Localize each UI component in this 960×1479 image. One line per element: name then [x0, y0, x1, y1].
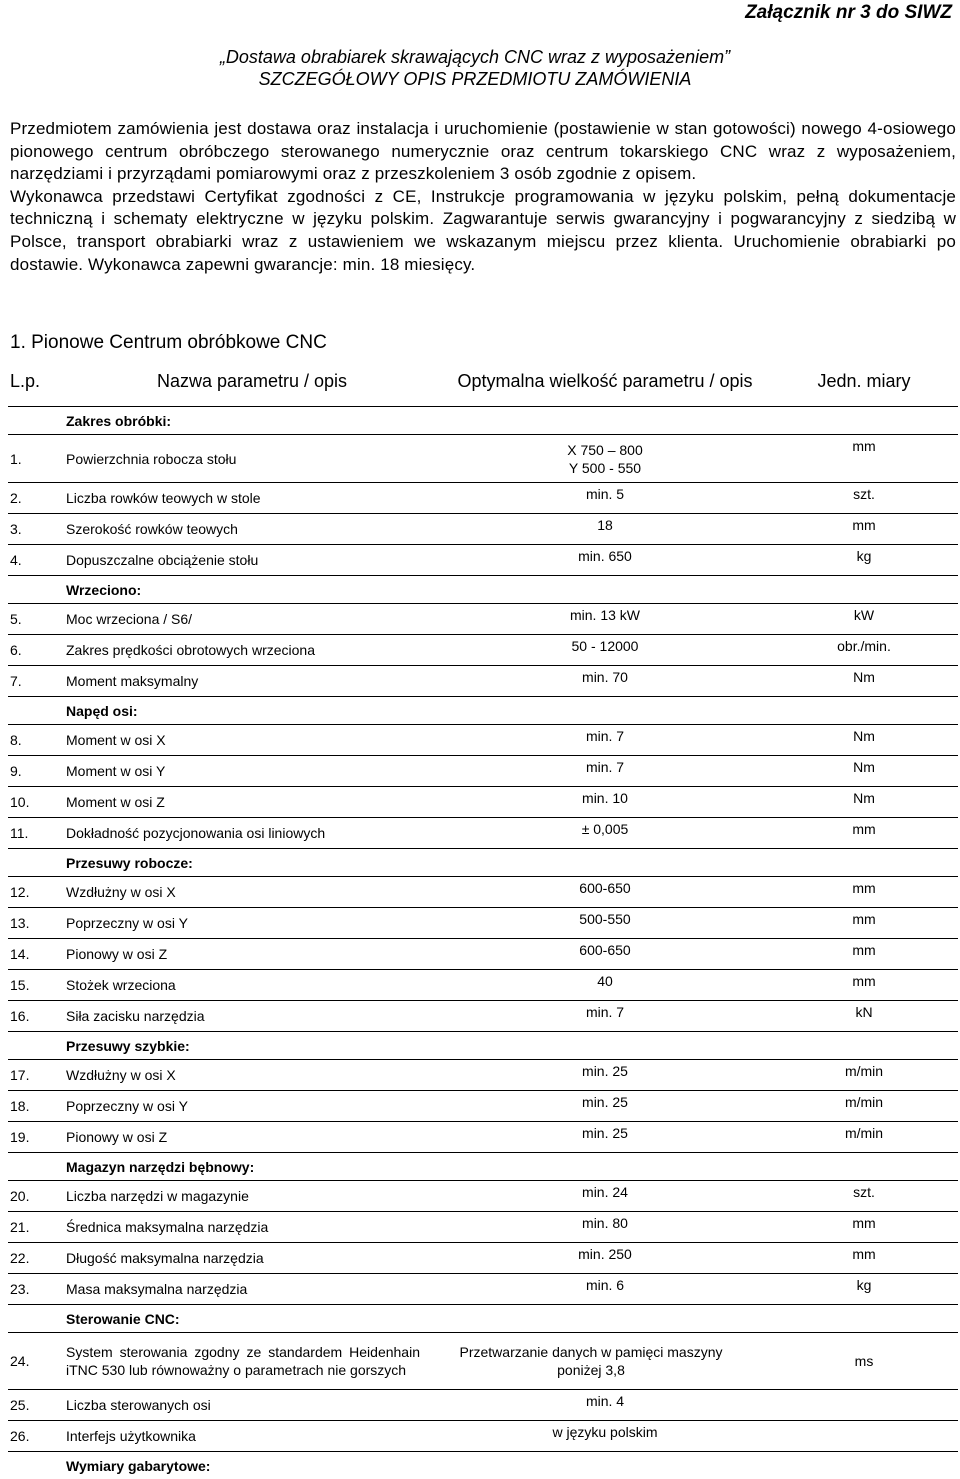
- row-name: Siła zacisku narzędzia: [64, 1001, 440, 1032]
- row-unit: ms: [770, 1333, 958, 1390]
- row-value: 18: [440, 514, 770, 545]
- intro-text: [10, 118, 956, 276]
- row-name: Interfejs użytkownika: [64, 1421, 440, 1452]
- table-row: [8, 604, 958, 635]
- row-value: min. 24: [440, 1181, 770, 1212]
- section-row: [8, 697, 958, 725]
- row-number: 19.: [8, 1122, 64, 1153]
- row-name: Poprzeczny w osi Y: [64, 1091, 440, 1122]
- table-row: [8, 725, 958, 756]
- row-unit: mm: [770, 1212, 958, 1243]
- section-row: [8, 407, 958, 435]
- row-value: min. 25: [440, 1091, 770, 1122]
- table-row: [8, 1091, 958, 1122]
- table-row: [8, 1212, 958, 1243]
- row-unit: [770, 1390, 958, 1421]
- row-number: 26.: [8, 1421, 64, 1452]
- row-number: 2.: [8, 483, 64, 514]
- annex-label: Załącznik nr 3 do SIWZ: [745, 2, 952, 24]
- table-row: [8, 1122, 958, 1153]
- table-row: [8, 908, 958, 939]
- row-unit: kg: [770, 545, 958, 576]
- table-row: [8, 970, 958, 1001]
- header-lp: L.p.: [8, 356, 64, 407]
- table-row: [8, 939, 958, 970]
- table-row: [8, 545, 958, 576]
- section-row: [8, 849, 958, 877]
- title-line-1: „Dostawa obrabiarek skrawających CNC wraz z wyposażeniem”: [0, 46, 960, 68]
- spec-table: [8, 356, 958, 1479]
- row-name: Moment maksymalny: [64, 666, 440, 697]
- row-number: 17.: [8, 1060, 64, 1091]
- row-name: Szerokość rowków teowych: [64, 514, 440, 545]
- row-number: 7.: [8, 666, 64, 697]
- row-number: 21.: [8, 1212, 64, 1243]
- row-value: w języku polskim: [440, 1421, 770, 1452]
- table-row: [8, 756, 958, 787]
- row-unit: mm: [770, 818, 958, 849]
- row-name: Moment w osi Y: [64, 756, 440, 787]
- row-unit: mm: [770, 435, 958, 483]
- row-name: Długość maksymalna narzędzia: [64, 1243, 440, 1274]
- row-name: [64, 1333, 440, 1390]
- row-value: min. 10: [440, 787, 770, 818]
- row-number: 20.: [8, 1181, 64, 1212]
- section-label: Napęd osi:: [64, 697, 440, 725]
- row-value: 600-650: [440, 939, 770, 970]
- row-value: min. 70: [440, 666, 770, 697]
- table-header: [8, 356, 958, 407]
- title-line-2: SZCZEGÓŁOWY OPIS PRZEDMIOTU ZAMÓWIENIA: [0, 68, 960, 90]
- row-name: Powierzchnia robocza stołu: [64, 435, 440, 483]
- row-number: 15.: [8, 970, 64, 1001]
- row-name: Pionowy w osi Z: [64, 1122, 440, 1153]
- row-value: 500-550: [440, 908, 770, 939]
- table-row: [8, 1181, 958, 1212]
- row-unit: [770, 1421, 958, 1452]
- table-row: [8, 818, 958, 849]
- row-number: 22.: [8, 1243, 64, 1274]
- row-name: Moc wrzeciona / S6/: [64, 604, 440, 635]
- row-name: Dopuszczalne obciążenie stołu: [64, 545, 440, 576]
- row-unit: Nm: [770, 725, 958, 756]
- row-unit: m/min: [770, 1060, 958, 1091]
- header-name: Nazwa parametru / opis: [64, 356, 440, 407]
- table-row: [8, 1390, 958, 1421]
- section-row: [8, 1305, 958, 1333]
- intro-paragraph-1: Przedmiotem zamówienia jest dostawa oraz instalacja i uruchomienie (postawienie w stan gotowości) nowego 4-osiowego pionowego centrum obróbczego sterowanego numerycznie oraz centrum tokarskiego CNC wraz z wyposażeniem, narzędziami i przyrządami pomiarowymi oraz z przeszkoleniem 3 osób zgodnie z opisem.: [10, 118, 956, 186]
- table-row: [8, 666, 958, 697]
- row-name: Moment w osi Z: [64, 787, 440, 818]
- table-row: [8, 1243, 958, 1274]
- table-row: [8, 635, 958, 666]
- row-value: min. 6: [440, 1274, 770, 1305]
- row-number: 3.: [8, 514, 64, 545]
- row-name: Liczba sterowanych osi: [64, 1390, 440, 1421]
- table-row: [8, 1333, 958, 1390]
- row-value: ± 0,005: [440, 818, 770, 849]
- row-value: min. 4: [440, 1390, 770, 1421]
- row-unit: mm: [770, 1243, 958, 1274]
- row-value: min. 13 kW: [440, 604, 770, 635]
- header-optimal: Optymalna wielkość parametru / opis: [440, 356, 770, 407]
- row-name: Stożek wrzeciona: [64, 970, 440, 1001]
- section-row: [8, 1153, 958, 1181]
- row-unit: kg: [770, 1274, 958, 1305]
- section-label: Wymiary gabarytowe:: [64, 1452, 440, 1479]
- row-unit: Nm: [770, 756, 958, 787]
- section-row: [8, 576, 958, 604]
- row-name: Wzdłużny w osi X: [64, 1060, 440, 1091]
- row-number: 1.: [8, 435, 64, 483]
- header-unit: Jedn. miary: [770, 356, 958, 407]
- row-value-line: X 750 – 800: [442, 441, 768, 459]
- row-number: 8.: [8, 725, 64, 756]
- row-value: 40: [440, 970, 770, 1001]
- row-unit: mm: [770, 877, 958, 908]
- row-number: 10.: [8, 787, 64, 818]
- table-row: [8, 1001, 958, 1032]
- row-number: 9.: [8, 756, 64, 787]
- row-value: 50 - 12000: [440, 635, 770, 666]
- row-unit: Nm: [770, 666, 958, 697]
- row-number: 13.: [8, 908, 64, 939]
- row-value: min. 25: [440, 1060, 770, 1091]
- row-unit: m/min: [770, 1122, 958, 1153]
- table-row: [8, 1421, 958, 1452]
- row-number: 12.: [8, 877, 64, 908]
- row-number: 11.: [8, 818, 64, 849]
- row-value: min. 25: [440, 1122, 770, 1153]
- section-label: Wrzeciono:: [64, 576, 440, 604]
- row-unit: Nm: [770, 787, 958, 818]
- row-name: Moment w osi X: [64, 725, 440, 756]
- row-name: Masa maksymalna narzędzia: [64, 1274, 440, 1305]
- row-value: 600-650: [440, 877, 770, 908]
- table-row: [8, 1274, 958, 1305]
- row-value-text: Przetwarzanie danych w pamięci maszyny poniżej 3,8: [442, 1343, 740, 1379]
- row-name: Średnica maksymalna narzędzia: [64, 1212, 440, 1243]
- row-value: min. 7: [440, 725, 770, 756]
- table-row: [8, 877, 958, 908]
- row-number: 24.: [8, 1333, 64, 1390]
- row-number: 14.: [8, 939, 64, 970]
- section-row: [8, 1452, 958, 1479]
- row-value: [440, 1333, 770, 1390]
- row-value: min. 7: [440, 756, 770, 787]
- section-title: 1. Pionowe Centrum obróbkowe CNC: [10, 332, 327, 354]
- row-unit: mm: [770, 908, 958, 939]
- row-value: min. 650: [440, 545, 770, 576]
- section-label: Zakres obróbki:: [64, 407, 440, 435]
- row-number: 18.: [8, 1091, 64, 1122]
- row-value-line: Y 500 - 550: [442, 459, 768, 477]
- intro-paragraph-2: Wykonawca przedstawi Certyfikat zgodności z CE, Instrukcje programowania w języku polskim, pełną dokumentacje techniczną i schematy elektryczne w języku polskim. Zagwarantuje serwis gwarancyjny i pogwarancyjny z siedzibą w Polsce, transport obrabiarki wraz z ustawieniem we wskazanym miejscu przez klienta. Uruchomienie obrabiarki po dostawie. Wykonawca zapewni gwarancje: min. 18 miesięcy.: [10, 186, 956, 276]
- section-row: [8, 1032, 958, 1060]
- section-label: Przesuwy szybkie:: [64, 1032, 440, 1060]
- row-value: min. 5: [440, 483, 770, 514]
- row-name: Liczba narzędzi w magazynie: [64, 1181, 440, 1212]
- row-name: Poprzeczny w osi Y: [64, 908, 440, 939]
- table-row: [8, 435, 958, 483]
- table-row: [8, 1060, 958, 1091]
- section-label: Magazyn narzędzi bębnowy:: [64, 1153, 440, 1181]
- row-unit: m/min: [770, 1091, 958, 1122]
- row-value: min. 80: [440, 1212, 770, 1243]
- row-unit: kW: [770, 604, 958, 635]
- row-number: 4.: [8, 545, 64, 576]
- row-unit: szt.: [770, 1181, 958, 1212]
- row-unit: mm: [770, 939, 958, 970]
- row-name: Liczba rowków teowych w stole: [64, 483, 440, 514]
- row-number: 23.: [8, 1274, 64, 1305]
- row-name: Pionowy w osi Z: [64, 939, 440, 970]
- row-unit: mm: [770, 970, 958, 1001]
- table-row: [8, 514, 958, 545]
- row-value: min. 250: [440, 1243, 770, 1274]
- section-label: Przesuwy robocze:: [64, 849, 440, 877]
- row-value: min. 7: [440, 1001, 770, 1032]
- row-number: 25.: [8, 1390, 64, 1421]
- document-title: [0, 46, 960, 90]
- row-unit: szt.: [770, 483, 958, 514]
- row-number: 16.: [8, 1001, 64, 1032]
- table-row: [8, 483, 958, 514]
- section-label: Sterowanie CNC:: [64, 1305, 440, 1333]
- row-name: Wzdłużny w osi X: [64, 877, 440, 908]
- row-name: Zakres prędkości obrotowych wrzeciona: [64, 635, 440, 666]
- row-number: 6.: [8, 635, 64, 666]
- row-name: Dokładność pozycjonowania osi liniowych: [64, 818, 440, 849]
- row-unit: obr./min.: [770, 635, 958, 666]
- row-number: 5.: [8, 604, 64, 635]
- table-row: [8, 787, 958, 818]
- row-name-text: System sterowania zgodny ze standardem Heidenhain iTNC 530 lub równoważny o parametrach nie gorszych: [66, 1343, 420, 1379]
- row-unit: kN: [770, 1001, 958, 1032]
- row-value: [440, 435, 770, 483]
- row-unit: mm: [770, 514, 958, 545]
